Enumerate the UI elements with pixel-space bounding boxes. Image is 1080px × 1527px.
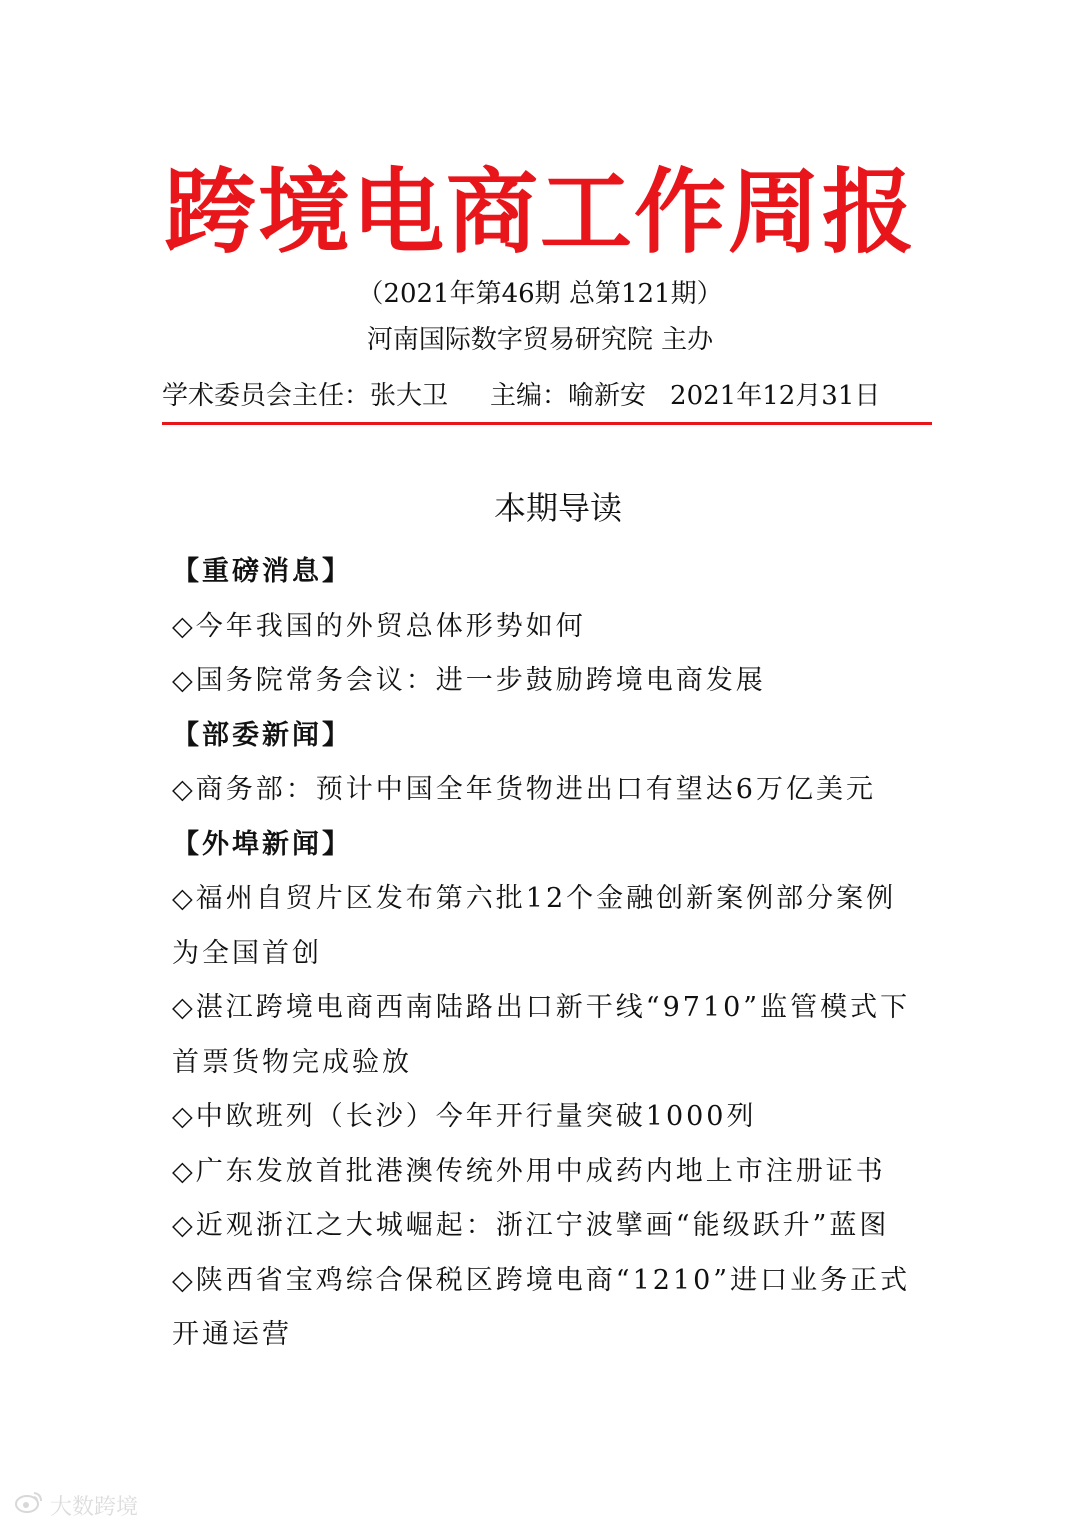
credits-line: [162, 378, 932, 414]
table-of-contents: [172, 545, 922, 1363]
section-heading-headline-news: 【重磅消息】: [172, 556, 352, 587]
section-heading-ministry-news: 【部委新闻】: [172, 719, 352, 751]
header-divider: [162, 422, 932, 425]
issue-number: （2021年第46期 总第121期）: [357, 279, 723, 309]
committee-chair: 学术委员会主任：张大卫: [162, 381, 449, 411]
watermark: [14, 1490, 138, 1520]
list-item: ◇广东发放首批港澳传统外用中成药内地上市注册证书: [172, 1155, 886, 1187]
organizer: 河南国际数字贸易研究院 主办: [366, 325, 714, 355]
publication-date: 2021年12月31日: [670, 381, 881, 411]
list-item: ◇中欧班列（长沙）今年开行量突破1000列: [172, 1101, 757, 1132]
list-item: ◇国务院常务会议：进一步鼓励跨境电商发展: [172, 665, 766, 696]
chief-editor: 主编：喻新安: [490, 381, 647, 411]
list-item: ◇湛江跨境电商西南陆路出口新干线“9710”监管模式下首票货物完成验放: [172, 992, 911, 1078]
list-item: ◇商务部：预计中国全年货物进出口有望达6万亿美元: [172, 774, 876, 805]
watermark-text: 大数跨境: [50, 1494, 139, 1520]
list-item: ◇今年我国的外贸总体形势如何: [172, 610, 586, 642]
list-item: ◇近观浙江之大城崛起：浙江宁波擘画“能级跃升”蓝图: [172, 1210, 890, 1241]
weibo-logo-icon: [14, 1490, 50, 1520]
list-item: ◇陕西省宝鸡综合保税区跨境电商“1210”进口业务正式开通运营: [172, 1264, 911, 1350]
list-item: ◇福州自贸片区发布第六批12个金融创新案例部分案例为全国首创: [172, 883, 897, 969]
newsletter-title: 跨境电商工作周报: [163, 159, 916, 266]
section-heading-other-region-news: 【外埠新闻】: [172, 828, 352, 860]
contents-title: 本期导读: [493, 489, 622, 527]
